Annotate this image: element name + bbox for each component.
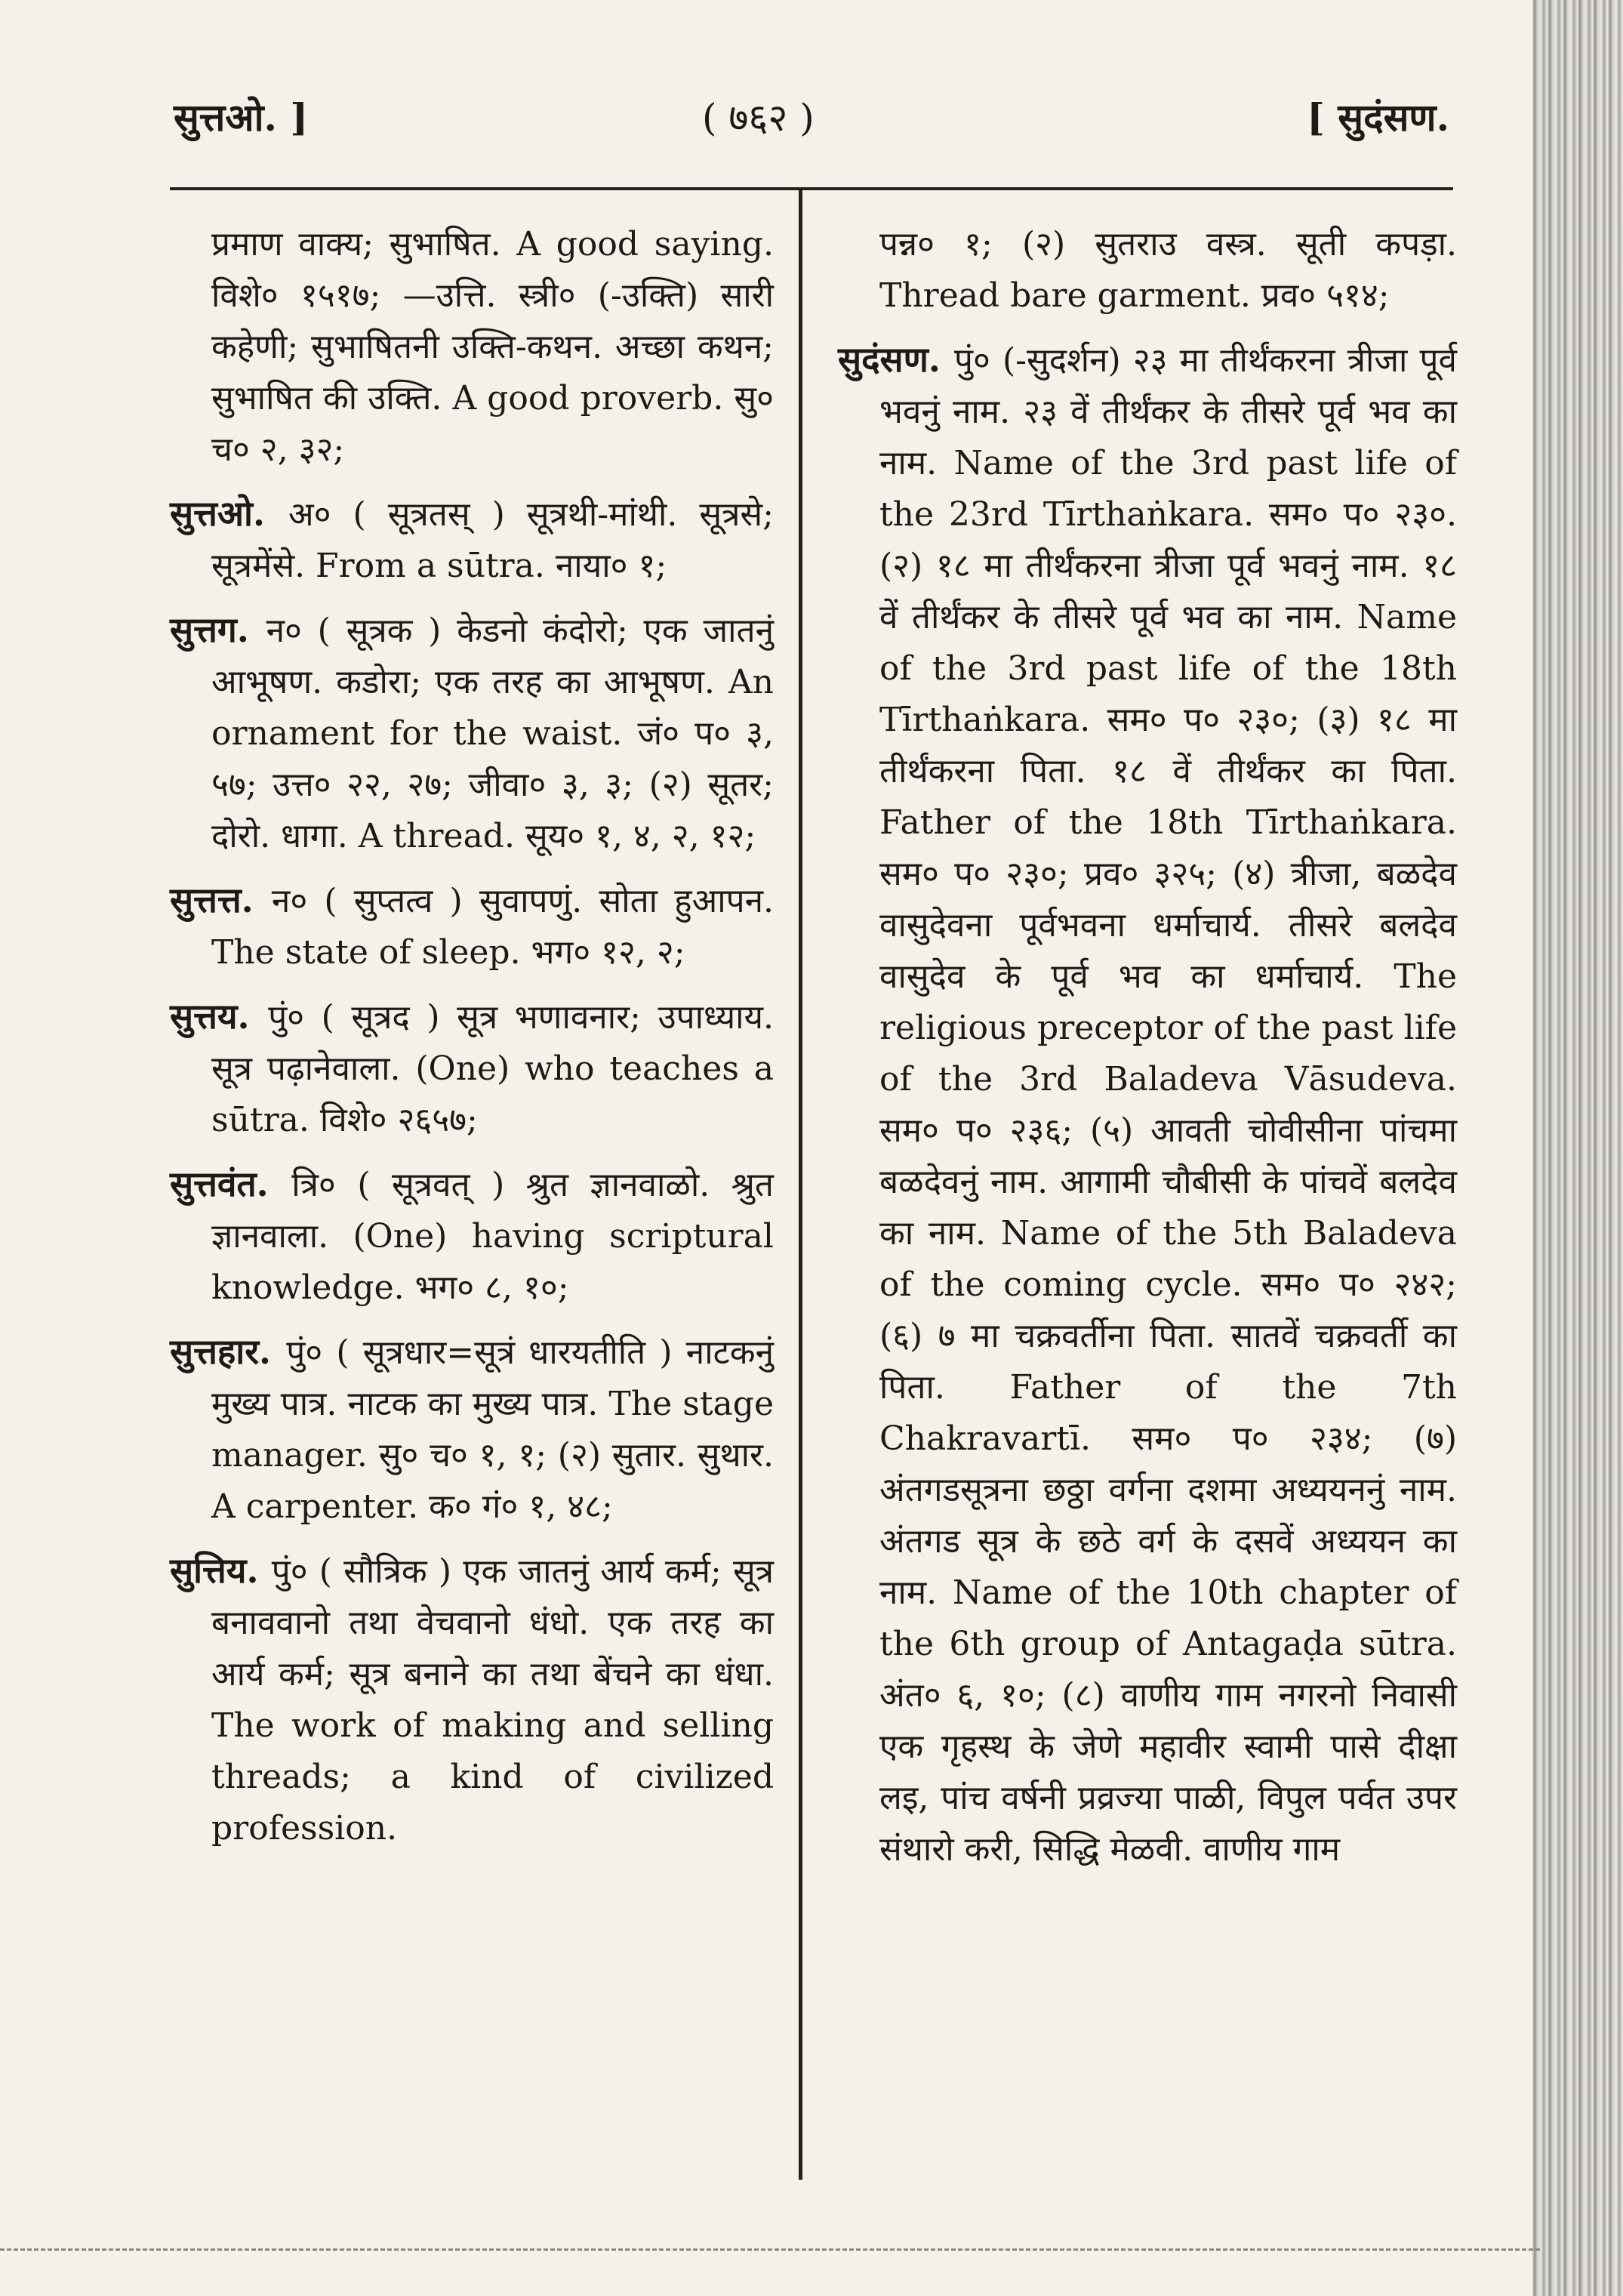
- header-rule: [170, 187, 1453, 190]
- entry-text: प्रमाण वाक्य; सुभाषित. A good saying. विशे० १५१७; —उत्ति. स्त्री० (-उक्ति) सारी कहेणी; सुभाषितनी उक्ति-कथन. अच्छा कथन; सुभाषित की उक्ति. A good proverb. सु० च० २, ३२;: [211, 225, 774, 469]
- dictionary-entry: [838, 219, 1457, 322]
- header-last-word: [ सुदंसण.: [1307, 95, 1449, 140]
- entry-headword: सुत्तहार.: [170, 1331, 272, 1372]
- entry-headword: सुत्तत्त.: [170, 880, 254, 920]
- entry-headword: सुत्तओ.: [170, 493, 265, 534]
- entry-text: पन्न० १; (२) सुतराउ वस्त्र. सूती कपड़ा. Thread bare garment. प्रव० ५१४;: [879, 225, 1457, 315]
- page-number: ( ७६२ ): [702, 96, 815, 140]
- entry-headword: सुदंसण.: [838, 339, 941, 380]
- entry-headword: सुत्तवंत.: [170, 1163, 269, 1204]
- entry-headword: सुत्तग.: [170, 609, 249, 650]
- entry-text: पुं० ( सौत्रिक ) एक जातनुं आर्य कर्म; सूत्र बनाववानो तथा वेचवानो धंधो. एक तरह का आर्य कर्म; सूत्र बनाने का तथा बेंचने का धंधा. The work of making and selling threads; a kind of civilized profession.: [211, 1552, 775, 1848]
- entry-text: पुं० ( सूत्रधार=सूत्रं धारयतीति ) नाटकनुं मुख्य पात्र. नाटक का मुख्य पात्र. The stage manager. सु० च० १, १; (२) सुतार. सुथार. A carpenter. क० गं० १, ४८;: [211, 1333, 774, 1526]
- entry-text: त्रि० ( सूत्रवत् ) श्रुत ज्ञानवाळो. श्रुत ज्ञानवाला. (One) having scriptural knowledge. भग० ८, १०;: [211, 1166, 774, 1307]
- entry-headword: सुत्तय.: [170, 996, 250, 1037]
- entry-text: पुं० ( सूत्रद ) सूत्र भणावनार; उपाध्याय. सूत्र पढ़ानेवाला. (One) who teaches a sūtra. विशे० २६५७;: [211, 998, 774, 1139]
- entry-text: न० ( सूत्रक ) केडनो कंदोरो; एक जातनुं आभूषण. कडोरा; एक तरह का आभूषण. An ornament for the waist. जं० प० ३, ५७; उत्त० २२, २७; जीवा० ३, ३; (२) सूतर; दोरो. धागा. A thread. सूय० १, ४, २, १२;: [211, 612, 774, 855]
- dictionary-entry: [170, 604, 774, 862]
- bottom-edge-rule: [0, 2248, 1540, 2251]
- dictionary-entry: [170, 1158, 774, 1314]
- entry-text: अ० ( सूत्रतस् ) सूत्रथी-मांथी. सूत्रसे; सूत्रमेंसे. From a sūtra. नाया० १;: [211, 495, 774, 585]
- dictionary-entry: [170, 488, 774, 592]
- dictionary-entry: [838, 334, 1457, 1875]
- dictionary-entry: [170, 1545, 774, 1854]
- entry-headword: सुत्तिय.: [170, 1550, 259, 1591]
- dictionary-entry: [170, 219, 774, 476]
- column-divider: [799, 190, 802, 2180]
- header-first-word: सुत्तओ. ]: [174, 95, 308, 140]
- running-head: [174, 83, 1449, 143]
- page-edge-shadow: [1532, 0, 1623, 2296]
- right-column: [838, 219, 1457, 1888]
- dictionary-entry: [170, 1326, 774, 1533]
- entry-text: न० ( सुप्तत्व ) सुवापणुं. सोता हुआपन. The state of sleep. भग० १२, २;: [211, 882, 774, 972]
- entry-text: पुं० (-सुदर्शन) २३ मा तीर्थंकरना त्रीजा पूर्व भवनुं नाम. २३ वें तीर्थंकर के तीसरे पूर्व भव का नाम. Name of the 3rd past life of the 23rd Tīrthaṅkara. सम० प० २३०. (२) १८ मा तीर्थंकरना त्रीजा पूर्व भवनुं नाम. १८ वें तीर्थंकर के तीसरे पूर्व भव का नाम. Name of the 3rd past life of the 18th Tīrthaṅkara. सम० प० २३०; (३) १८ मा तीर्थंकरना पिता. १८ वें तीर्थंकर का पिता. Father of the 18th Tīrthaṅkara. सम० प० २३०; प्रव० ३२५; (४) त्रीजा, बळदेव वासुदेवना पूर्वभवना धर्माचार्य. तीसरे बलदेव वासुदेव के पूर्व भव का धर्माचार्य. The religious preceptor of the past life of the 3rd Baladeva Vāsudeva. सम० प० २३६; (५) आवती चोवीसीना पांचमा बळदेवनुं नाम. आगामी चौबीसी के पांचवें बलदेव का नाम. Name of the 5th Baladeva of the coming cycle. सम० प० २४२; (६) ७ मा चक्रवर्तीना पिता. सातवें चक्रवर्ती का पिता. Father of the 7th Chakravartī. सम० प० २३४; (७) अंतगडसूत्रना छठ्ठा वर्गना दशमा अध्ययननुं नाम. अंतगड सूत्र के छठे वर्ग के दसवें अध्ययन का नाम. Name of the 10th chapter of the 6th group of Antagaḍa sūtra. अंत० ६, १०; (८) वाणीय गाम नगरनो निवासी एक गृहस्थ के जेणे महावीर स्वामी पासे दीक्षा लइ, पांच वर्षनी प्रव्रज्या पाळी, विपुल पर्वत उपर संथारो करी, सिद्धि मेळवी. वाणीय गाम: [879, 341, 1458, 1869]
- left-column: [170, 219, 774, 1866]
- dictionary-entry: [170, 874, 774, 978]
- dictionary-entry: [170, 991, 774, 1146]
